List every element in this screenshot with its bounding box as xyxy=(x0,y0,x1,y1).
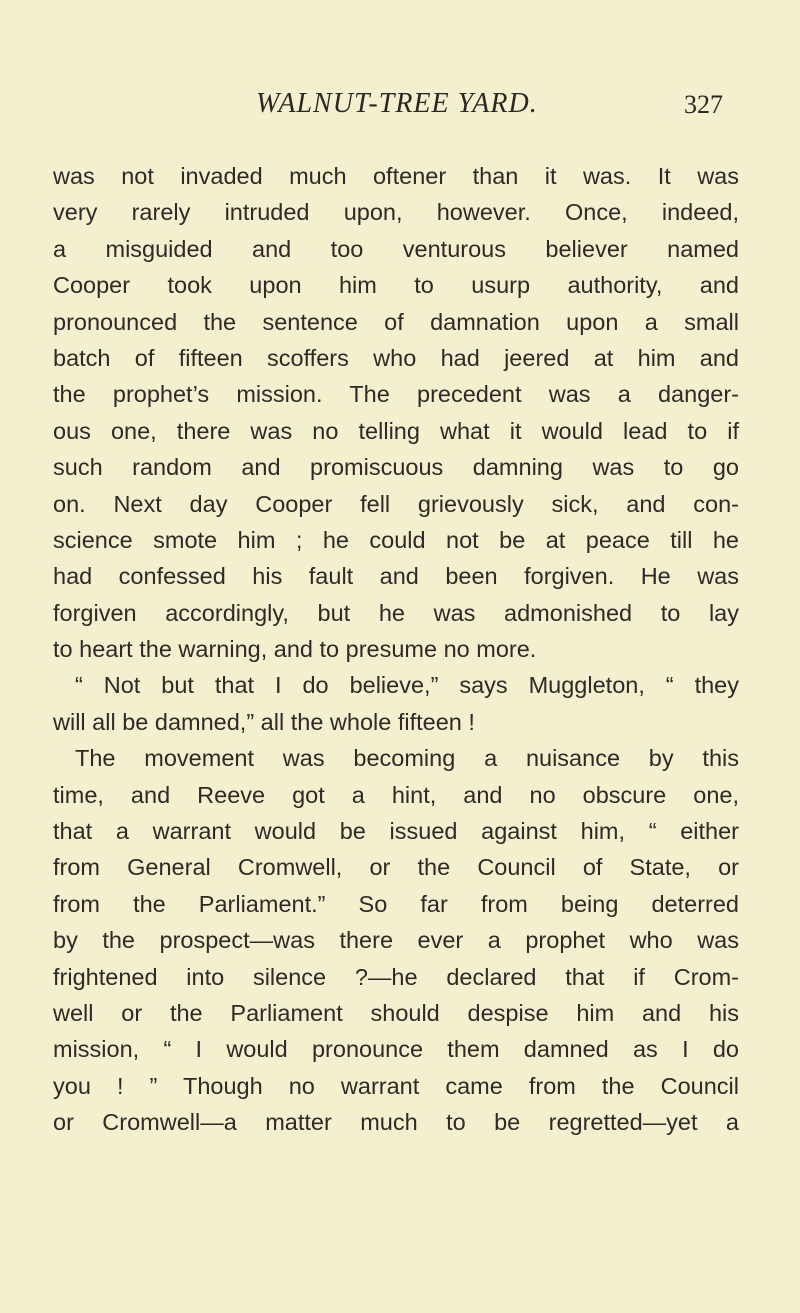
text-line: you ! ” Though no warrant came from the Council xyxy=(53,1072,739,1099)
text-line: on. Next day Cooper fell grievously sick, and con- xyxy=(53,490,739,517)
text-line: mission, “ I would pronounce them damned as I do xyxy=(53,1036,739,1063)
text-line: to heart the warning, and to presume no more. xyxy=(53,636,537,663)
text-line: science smote him ; he could not be at peace till he xyxy=(53,526,739,553)
text-line: by the prospect—was there ever a prophet who was xyxy=(53,927,739,954)
page-number: 327 xyxy=(684,90,723,119)
text-line: forgiven accordingly, but he was admonished to lay xyxy=(53,599,739,626)
text-line: very rarely intruded upon, however. Once, indeed, xyxy=(53,199,739,226)
running-title: WALNUT-TREE YARD. xyxy=(256,88,538,119)
text-line: well or the Parliament should despise him and his xyxy=(53,999,739,1026)
text-line: will all be damned,” all the whole fifteen ! xyxy=(53,708,475,735)
text-line: that a warrant would be issued against him, “ either xyxy=(53,818,739,845)
text-line: “ Not but that I do believe,” says Muggleton, “ they xyxy=(75,672,739,699)
text-line: pronounced the sentence of damnation upon a small xyxy=(53,308,739,335)
text-line: from General Cromwell, or the Council of State, or xyxy=(53,854,739,881)
text-line: a misguided and too venturous believer named xyxy=(53,235,739,262)
text-line: the prophet’s mission. The precedent was a danger- xyxy=(53,381,739,408)
text-line: or Cromwell—a matter much to be regretted—yet a xyxy=(53,1109,739,1136)
text-line: had confessed his fault and been forgiven. He was xyxy=(53,563,739,590)
text-line: ous one, there was no telling what it would lead to if xyxy=(53,417,739,444)
text-line: batch of fifteen scoffers who had jeered at him and xyxy=(53,344,739,371)
text-line: frightened into silence ?—he declared that if Crom- xyxy=(53,963,739,990)
text-line: from the Parliament.” So far from being deterred xyxy=(53,890,739,917)
text-line: such random and promiscuous damning was to go xyxy=(53,454,739,481)
running-head xyxy=(0,88,800,124)
body-text xyxy=(53,158,739,1141)
text-line: Cooper took upon him to usurp authority, and xyxy=(53,272,739,299)
text-line: was not invaded much oftener than it was. It was xyxy=(53,163,739,189)
text-line: The movement was becoming a nuisance by this xyxy=(75,745,739,772)
text-line: time, and Reeve got a hint, and no obscure one, xyxy=(53,781,739,808)
